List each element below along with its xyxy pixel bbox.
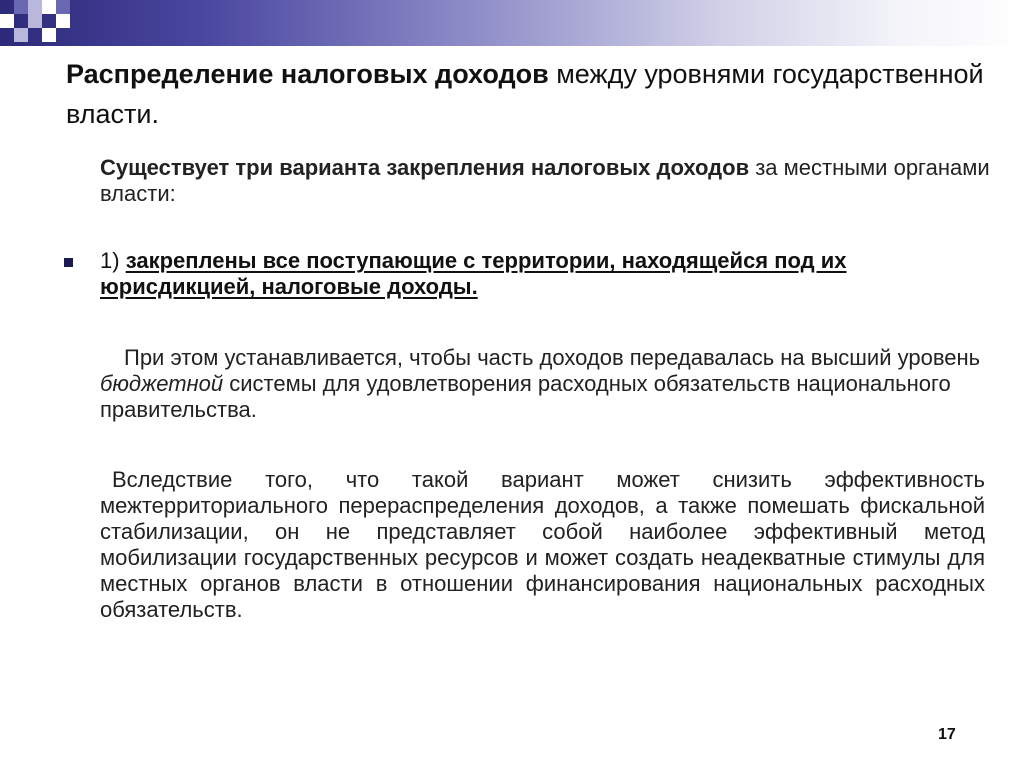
header-decoration-band <box>0 0 1024 46</box>
paragraph-budget <box>100 345 985 423</box>
intro-rest: за местными органами власти: <box>100 155 990 206</box>
p3-text: Вследствие того, что такой вариант может снизить эффективность межтерриториального перераспределения доходов, а также помешать фискальной стабилизации, он не представляет собой наиболее эффективный метод мобилизации государственных ресурсов и может создать неадекватные стимулы для местных органов власти в отношении финансирования национальных расходных обязательств. <box>100 467 985 622</box>
intro-bold: Существует три варианта закрепления налоговых доходов <box>100 155 750 180</box>
p2-before: При этом устанавливается, чтобы часть доходов передавалась на высший уровень <box>124 345 981 370</box>
intro-paragraph <box>100 155 990 207</box>
bullet-underlined-text: закреплены все поступающие с территории, находящейся под их юрисдикцией, налоговые доходы. <box>100 248 847 299</box>
bullet-prefix: 1) <box>100 248 126 273</box>
slide-title <box>66 54 986 134</box>
bullet-text <box>100 248 985 300</box>
title-rest: между уровнями государственной власти. <box>66 59 984 129</box>
p2-italic: бюджетной <box>100 371 224 396</box>
title-bold: Распределение налоговых доходов <box>66 59 549 89</box>
page-number: 17 <box>938 726 956 743</box>
paragraph-consequence <box>100 467 985 623</box>
p2-after: системы для удовлетворения расходных обязательств национального правительства. <box>100 371 951 422</box>
square-bullet-icon <box>64 258 73 267</box>
